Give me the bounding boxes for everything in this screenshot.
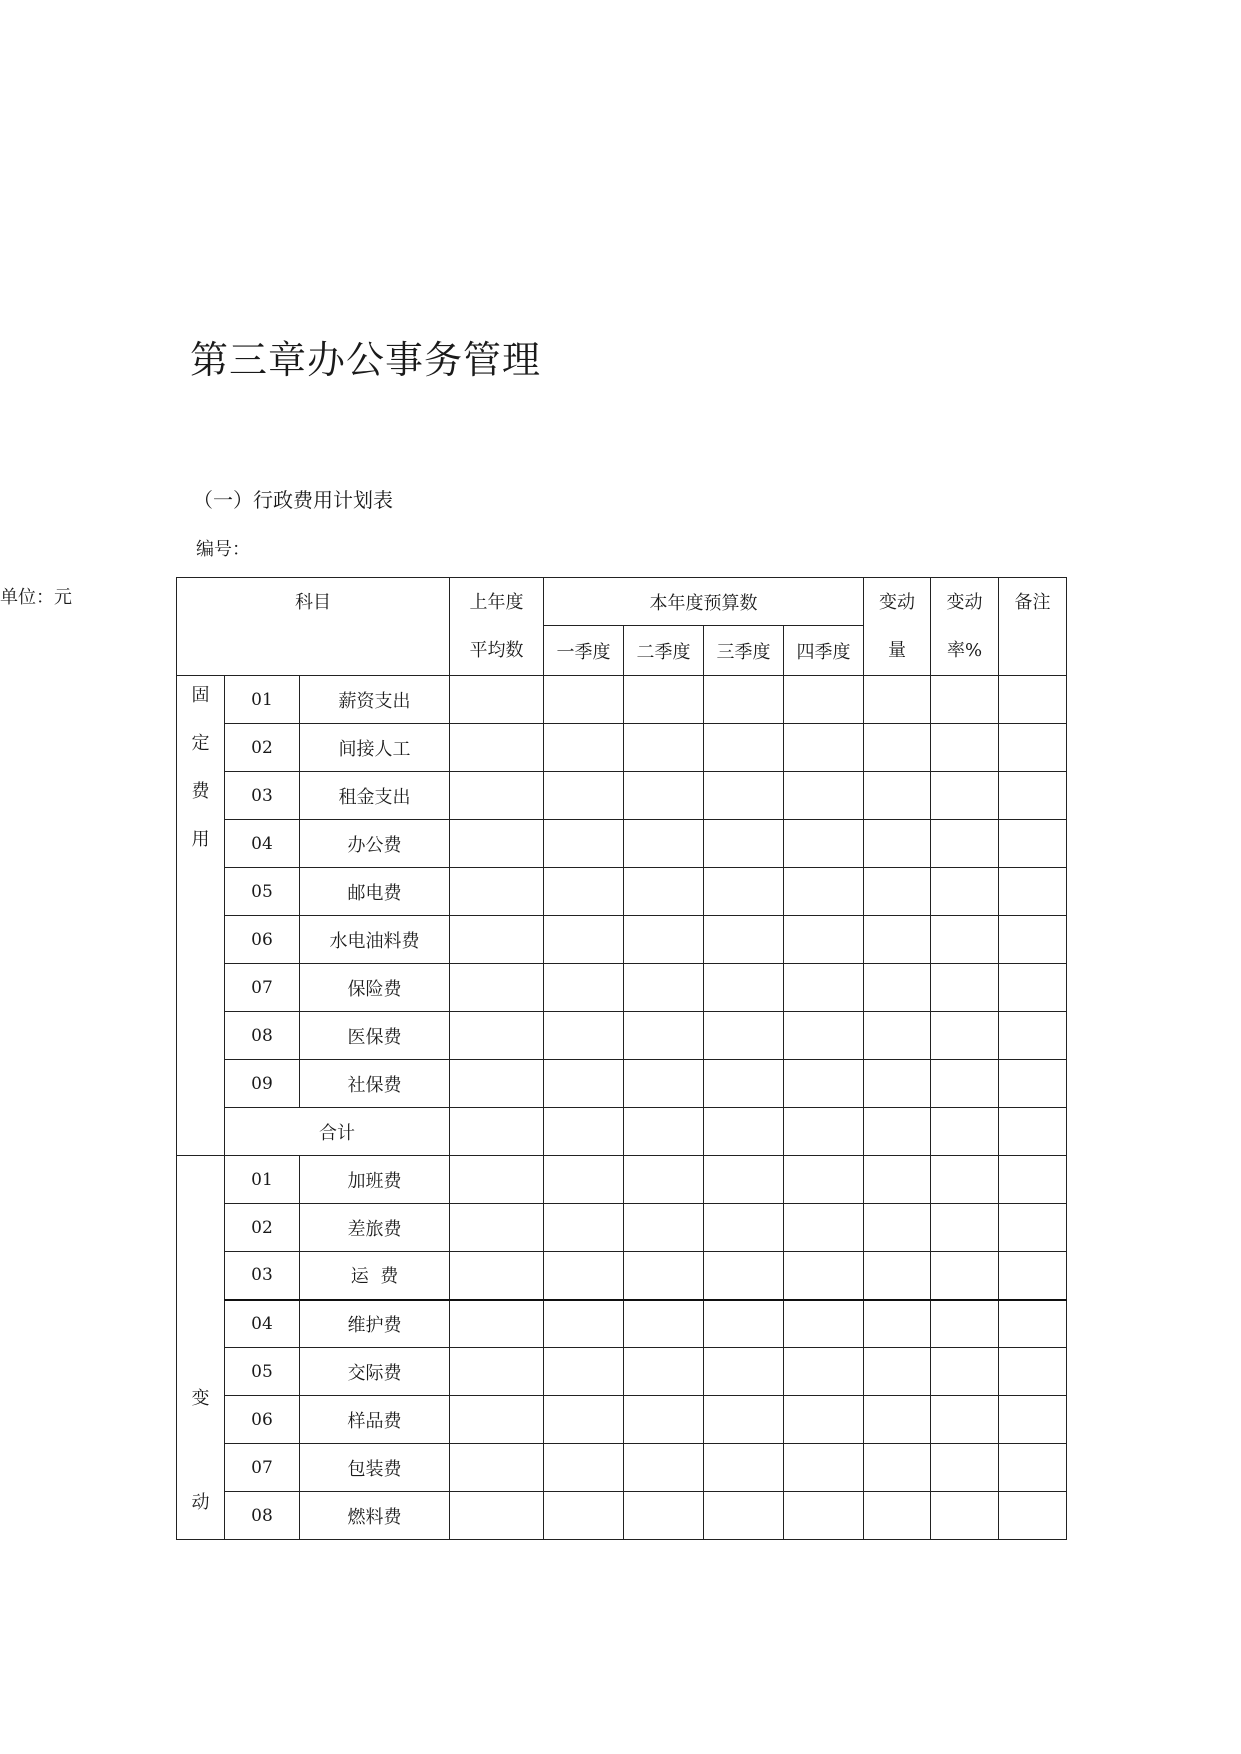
value-cell[interactable] <box>450 1444 544 1492</box>
item-name: 间接人工 <box>300 724 450 772</box>
value-cell[interactable] <box>704 1252 784 1300</box>
value-cell[interactable] <box>624 1108 704 1156</box>
value-cell[interactable] <box>864 1156 931 1204</box>
value-cell[interactable] <box>624 916 704 964</box>
value-cell[interactable] <box>704 1492 784 1540</box>
value-cell[interactable] <box>784 1444 864 1492</box>
value-cell[interactable] <box>784 1156 864 1204</box>
item-name: 运 费 <box>300 1252 450 1300</box>
value-cell[interactable] <box>864 820 931 868</box>
value-cell[interactable] <box>544 964 624 1012</box>
value-cell[interactable] <box>999 964 1067 1012</box>
value-cell[interactable] <box>999 916 1067 964</box>
value-cell[interactable] <box>624 1492 704 1540</box>
value-cell[interactable] <box>931 1348 999 1396</box>
value-cell[interactable] <box>450 1108 544 1156</box>
value-cell[interactable] <box>624 1252 704 1300</box>
table-row <box>177 916 1067 964</box>
header-q2: 二季度 <box>624 626 704 676</box>
item-code: 08 <box>225 1012 300 1060</box>
value-cell[interactable] <box>544 1396 624 1444</box>
header-change-rate-line2: 率% <box>946 639 983 661</box>
table-row <box>177 964 1067 1012</box>
item-code: 03 <box>225 772 300 820</box>
header-q4: 四季度 <box>784 626 864 676</box>
value-cell[interactable] <box>931 1396 999 1444</box>
chapter-title: 第三章办公事务管理 <box>190 338 542 382</box>
header-q3: 三季度 <box>704 626 784 676</box>
value-cell[interactable] <box>931 916 999 964</box>
item-name: 燃料费 <box>300 1492 450 1540</box>
value-cell[interactable] <box>999 1252 1067 1300</box>
value-cell[interactable] <box>450 916 544 964</box>
table-row <box>177 1252 1067 1300</box>
value-cell[interactable] <box>544 1108 624 1156</box>
value-cell[interactable] <box>784 1252 864 1300</box>
group-char: 动 <box>191 1492 210 1513</box>
serial-number-label: 编号： <box>196 539 250 560</box>
value-cell[interactable] <box>864 1060 931 1108</box>
table-row <box>177 1204 1067 1252</box>
value-cell[interactable] <box>931 1204 999 1252</box>
value-cell[interactable] <box>544 1444 624 1492</box>
value-cell[interactable] <box>624 1396 704 1444</box>
value-cell[interactable] <box>999 1348 1067 1396</box>
value-cell[interactable] <box>784 820 864 868</box>
value-cell[interactable] <box>931 676 999 724</box>
item-code: 04 <box>225 1300 300 1348</box>
value-cell[interactable] <box>704 1012 784 1060</box>
value-cell[interactable] <box>864 772 931 820</box>
item-code: 05 <box>225 868 300 916</box>
item-code: 06 <box>225 1396 300 1444</box>
header-change-amount <box>864 578 931 676</box>
value-cell[interactable] <box>784 1300 864 1348</box>
value-cell[interactable] <box>624 676 704 724</box>
value-cell[interactable] <box>544 1348 624 1396</box>
value-cell[interactable] <box>864 1108 931 1156</box>
header-change-rate-line1: 变动 <box>946 591 983 613</box>
value-cell[interactable] <box>704 772 784 820</box>
item-name: 租金支出 <box>300 772 450 820</box>
value-cell[interactable] <box>544 868 624 916</box>
value-cell[interactable] <box>864 1492 931 1540</box>
value-cell[interactable] <box>931 1156 999 1204</box>
value-cell[interactable] <box>999 1300 1067 1348</box>
value-cell[interactable] <box>784 1396 864 1444</box>
value-cell[interactable] <box>999 724 1067 772</box>
header-change-amount-line1: 变动 <box>879 591 916 613</box>
value-cell[interactable] <box>784 964 864 1012</box>
table-row <box>177 1300 1067 1348</box>
value-cell[interactable] <box>450 820 544 868</box>
table-row <box>177 1396 1067 1444</box>
value-cell[interactable] <box>450 676 544 724</box>
item-code: 01 <box>225 676 300 724</box>
value-cell[interactable] <box>450 1204 544 1252</box>
value-cell[interactable] <box>450 1156 544 1204</box>
value-cell[interactable] <box>999 676 1067 724</box>
value-cell[interactable] <box>544 916 624 964</box>
table-row <box>177 1348 1067 1396</box>
item-code: 03 <box>225 1252 300 1300</box>
value-cell[interactable] <box>784 676 864 724</box>
value-cell[interactable] <box>784 1204 864 1252</box>
header-row-1 <box>177 578 1067 626</box>
item-name: 包装费 <box>300 1444 450 1492</box>
table-row <box>177 820 1067 868</box>
variable-cost-group-label <box>177 1156 225 1540</box>
value-cell[interactable] <box>999 1204 1067 1252</box>
value-cell[interactable] <box>704 1396 784 1444</box>
value-cell[interactable] <box>544 1012 624 1060</box>
section-title: （一）行政费用计划表 <box>193 488 393 512</box>
header-prev-year-average <box>450 578 544 676</box>
value-cell[interactable] <box>450 772 544 820</box>
value-cell[interactable] <box>931 1300 999 1348</box>
value-cell[interactable] <box>624 1060 704 1108</box>
value-cell[interactable] <box>931 1108 999 1156</box>
value-cell[interactable] <box>784 916 864 964</box>
value-cell[interactable] <box>624 1012 704 1060</box>
value-cell[interactable] <box>704 724 784 772</box>
value-cell[interactable] <box>450 1252 544 1300</box>
header-change-amount-line2: 量 <box>888 639 907 661</box>
value-cell[interactable] <box>999 820 1067 868</box>
value-cell[interactable] <box>864 676 931 724</box>
table-row <box>177 868 1067 916</box>
value-cell[interactable] <box>624 1348 704 1396</box>
value-cell[interactable] <box>931 964 999 1012</box>
value-cell[interactable] <box>450 1492 544 1540</box>
item-code: 02 <box>225 724 300 772</box>
value-cell[interactable] <box>624 724 704 772</box>
item-code: 09 <box>225 1060 300 1108</box>
value-cell[interactable] <box>864 1012 931 1060</box>
value-cell[interactable] <box>864 964 931 1012</box>
header-prev-year-line2: 平均数 <box>469 639 524 661</box>
value-cell[interactable] <box>784 1492 864 1540</box>
value-cell[interactable] <box>784 1348 864 1396</box>
value-cell[interactable] <box>544 1204 624 1252</box>
item-code: 07 <box>225 1444 300 1492</box>
item-name: 保险费 <box>300 964 450 1012</box>
value-cell[interactable] <box>999 1156 1067 1204</box>
value-cell[interactable] <box>624 964 704 1012</box>
fixed-cost-group-label <box>177 676 225 1156</box>
value-cell[interactable] <box>864 1396 931 1444</box>
item-name: 样品费 <box>300 1396 450 1444</box>
item-name: 医保费 <box>300 1012 450 1060</box>
value-cell[interactable] <box>784 1108 864 1156</box>
item-code: 07 <box>225 964 300 1012</box>
group-char: 定 <box>191 733 210 754</box>
value-cell[interactable] <box>544 1060 624 1108</box>
header-change-rate <box>931 578 999 676</box>
value-cell[interactable] <box>704 1348 784 1396</box>
value-cell[interactable] <box>864 868 931 916</box>
value-cell[interactable] <box>450 964 544 1012</box>
value-cell[interactable] <box>704 1300 784 1348</box>
value-cell[interactable] <box>704 676 784 724</box>
value-cell[interactable] <box>999 1012 1067 1060</box>
value-cell[interactable] <box>704 1444 784 1492</box>
value-cell[interactable] <box>624 1156 704 1204</box>
value-cell[interactable] <box>931 1060 999 1108</box>
item-code: 05 <box>225 1348 300 1396</box>
value-cell[interactable] <box>999 1444 1067 1492</box>
item-name: 办公费 <box>300 820 450 868</box>
value-cell[interactable] <box>931 772 999 820</box>
value-cell[interactable] <box>704 916 784 964</box>
value-cell[interactable] <box>704 868 784 916</box>
value-cell[interactable] <box>624 772 704 820</box>
table-row <box>177 1492 1067 1540</box>
value-cell[interactable] <box>999 772 1067 820</box>
item-name: 邮电费 <box>300 868 450 916</box>
value-cell[interactable] <box>999 1060 1067 1108</box>
item-code: 01 <box>225 1156 300 1204</box>
value-cell[interactable] <box>784 724 864 772</box>
value-cell[interactable] <box>450 1060 544 1108</box>
value-cell[interactable] <box>931 1492 999 1540</box>
value-cell[interactable] <box>624 820 704 868</box>
item-code: 04 <box>225 820 300 868</box>
value-cell[interactable] <box>784 868 864 916</box>
value-cell[interactable] <box>624 1204 704 1252</box>
value-cell[interactable] <box>931 1444 999 1492</box>
value-cell[interactable] <box>450 1012 544 1060</box>
item-name: 薪资支出 <box>300 676 450 724</box>
table-row <box>177 724 1067 772</box>
value-cell[interactable] <box>450 868 544 916</box>
group-char: 固 <box>191 685 210 706</box>
item-name: 社保费 <box>300 1060 450 1108</box>
value-cell[interactable] <box>704 820 784 868</box>
header-current-year-budget: 本年度预算数 <box>544 578 864 626</box>
value-cell[interactable] <box>999 1492 1067 1540</box>
value-cell[interactable] <box>784 1060 864 1108</box>
value-cell[interactable] <box>544 1252 624 1300</box>
subtotal-label: 合计 <box>225 1108 450 1156</box>
value-cell[interactable] <box>450 1396 544 1444</box>
item-name: 交际费 <box>300 1348 450 1396</box>
value-cell[interactable] <box>864 1444 931 1492</box>
value-cell[interactable] <box>704 1156 784 1204</box>
item-code: 06 <box>225 916 300 964</box>
value-cell[interactable] <box>999 868 1067 916</box>
group-char: 费 <box>191 781 210 802</box>
item-code: 08 <box>225 1492 300 1540</box>
item-name: 水电油料费 <box>300 916 450 964</box>
value-cell[interactable] <box>544 724 624 772</box>
group-char: 变 <box>191 1388 210 1409</box>
item-name: 加班费 <box>300 1156 450 1204</box>
value-cell[interactable] <box>931 868 999 916</box>
value-cell[interactable] <box>450 1348 544 1396</box>
value-cell[interactable] <box>864 1348 931 1396</box>
header-remarks: 备注 <box>999 578 1067 676</box>
value-cell[interactable] <box>704 1060 784 1108</box>
value-cell[interactable] <box>864 916 931 964</box>
value-cell[interactable] <box>999 1396 1067 1444</box>
value-cell[interactable] <box>544 772 624 820</box>
admin-expense-plan-table <box>176 577 1067 1540</box>
value-cell[interactable] <box>544 1156 624 1204</box>
table-row <box>177 772 1067 820</box>
header-subject: 科目 <box>177 578 450 676</box>
subtotal-row <box>177 1108 1067 1156</box>
value-cell[interactable] <box>624 1300 704 1348</box>
table-row <box>177 1444 1067 1492</box>
unit-label: 单位：元 <box>0 587 72 608</box>
value-cell[interactable] <box>450 1300 544 1348</box>
value-cell[interactable] <box>704 964 784 1012</box>
value-cell[interactable] <box>544 676 624 724</box>
table-row <box>177 676 1067 724</box>
value-cell[interactable] <box>544 820 624 868</box>
value-cell[interactable] <box>864 1252 931 1300</box>
item-code: 02 <box>225 1204 300 1252</box>
table-row <box>177 1156 1067 1204</box>
value-cell[interactable] <box>704 1204 784 1252</box>
value-cell[interactable] <box>624 868 704 916</box>
item-name: 维护费 <box>300 1300 450 1348</box>
value-cell[interactable] <box>931 820 999 868</box>
value-cell[interactable] <box>544 1300 624 1348</box>
value-cell[interactable] <box>999 1108 1067 1156</box>
value-cell[interactable] <box>704 1108 784 1156</box>
value-cell[interactable] <box>784 1012 864 1060</box>
value-cell[interactable] <box>544 1492 624 1540</box>
value-cell[interactable] <box>624 1444 704 1492</box>
value-cell[interactable] <box>931 724 999 772</box>
value-cell[interactable] <box>931 1012 999 1060</box>
value-cell[interactable] <box>864 1204 931 1252</box>
group-char: 用 <box>191 829 210 850</box>
table-row <box>177 1012 1067 1060</box>
table-row <box>177 1060 1067 1108</box>
value-cell[interactable] <box>864 1300 931 1348</box>
value-cell[interactable] <box>450 724 544 772</box>
header-prev-year-line1: 上年度 <box>469 591 524 613</box>
value-cell[interactable] <box>931 1252 999 1300</box>
header-q1: 一季度 <box>544 626 624 676</box>
value-cell[interactable] <box>784 772 864 820</box>
item-name: 差旅费 <box>300 1204 450 1252</box>
value-cell[interactable] <box>864 724 931 772</box>
